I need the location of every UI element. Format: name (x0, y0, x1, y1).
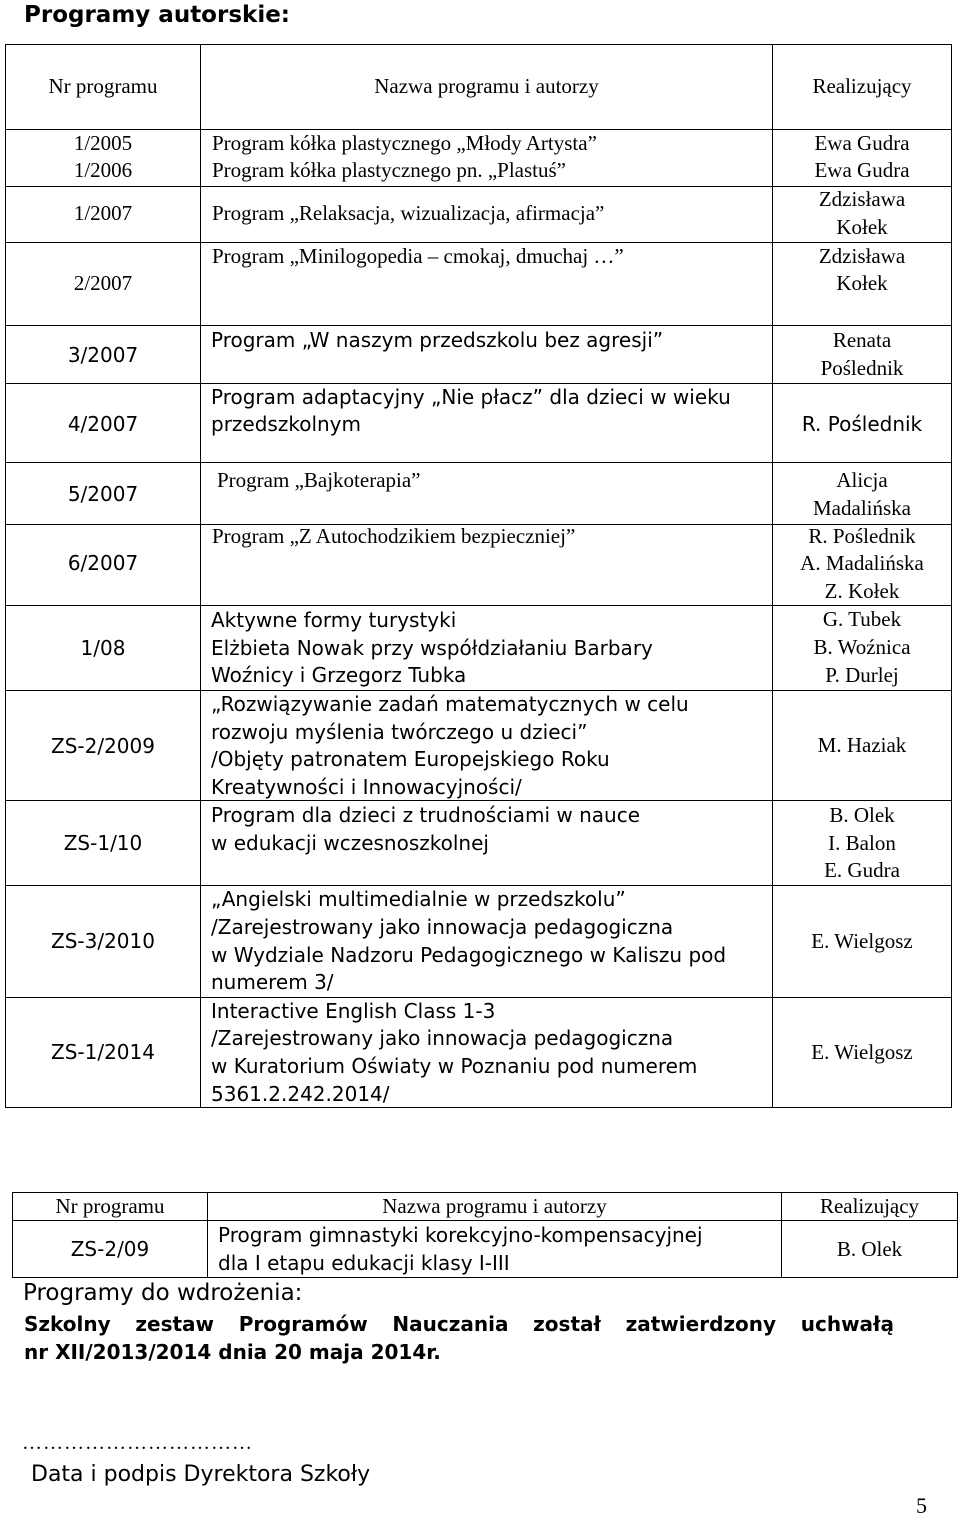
program-number: 6/2007 (67, 551, 139, 575)
column-header-by: Realizujący (812, 74, 912, 98)
program-name: Program „Minilogopedia – cmokaj, dmuchaj …” (212, 244, 624, 268)
program-author: Zdzisława (818, 244, 906, 268)
paragraph-line: nr XII/2013/2014 dnia 20 maja 2014r. (24, 1340, 441, 1364)
paragraph-word: Nauczania (392, 1312, 509, 1336)
column-header-nr: Nr programu (55, 1194, 165, 1218)
program-name: Program „Bajkoterapia” (217, 468, 421, 492)
program-author: A. Madalińska (800, 551, 924, 575)
program-author: I. Balon (828, 831, 896, 855)
column-header-name: Nazwa programu i autorzy (374, 74, 599, 98)
signature-dots: …………………………… (22, 1432, 253, 1454)
program-author: Madalińska (813, 496, 911, 520)
program-name: Program kółka plastycznego „Młody Artysta” (212, 131, 597, 155)
page-number: 5 (916, 1493, 927, 1518)
program-name: /Objęty patronatem Europejskiego Roku (211, 747, 610, 771)
program-name: Interactive English Class 1-3 (211, 999, 496, 1023)
paragraph-word: Szkolny (24, 1312, 111, 1336)
program-name: /Zarejestrowany jako innowacja pedagogiczna (211, 1026, 674, 1050)
program-number: 3/2007 (67, 343, 139, 367)
program-author: E. Wielgosz (811, 1040, 913, 1064)
column-header-nr: Nr programu (48, 74, 158, 98)
page-heading: Programy autorskie: (24, 2, 290, 28)
program-number: 2/2007 (73, 271, 133, 295)
program-name: Program adaptacyjny „Nie płacz” dla dzieci w wieku (211, 385, 731, 409)
program-name: „Angielski multimedialnie w przedszkolu” (211, 887, 626, 911)
program-author: Zdzisława (818, 187, 906, 211)
paragraph-line (24, 1312, 894, 1336)
column-header-by: Realizujący (819, 1194, 920, 1218)
program-author: Alicja (836, 468, 888, 492)
program-name: Program „Relaksacja, wizualizacja, afirmacja” (212, 201, 605, 225)
program-name: rozwoju myślenia twórczego u dzieci” (211, 720, 588, 744)
signature-label: Data i podpis Dyrektora Szkoły (31, 1462, 371, 1487)
program-author: Kołek (836, 271, 888, 295)
program-author: Renata (832, 328, 892, 352)
program-number: 1/08 (80, 636, 126, 660)
program-name: dla I etapu edukacji klasy I-III (218, 1251, 510, 1275)
program-number: ZS-1/10 (63, 831, 143, 855)
program-author: B. Olek (829, 803, 895, 827)
program-name: Program gimnastyki korekcyjno-kompensacyjnej (218, 1223, 703, 1247)
program-number: ZS-3/2010 (51, 929, 155, 953)
program-author: Z. Kołek (824, 579, 900, 603)
program-name: Woźnicy i Grzegorz Tubka (211, 663, 467, 687)
program-number: ZS-1/2014 (51, 1040, 155, 1064)
paragraph-word: Programów (238, 1312, 368, 1336)
program-author: P. Durlej (825, 663, 899, 687)
paragraph-word: został (533, 1312, 601, 1336)
program-number: 1/2005 (73, 131, 133, 155)
program-author: Ewa Gudra (814, 131, 910, 155)
program-name: przedszkolnym (211, 412, 361, 436)
program-author: B. Olek (836, 1237, 903, 1261)
program-name: Program „W naszym przedszkolu bez agresji” (211, 328, 664, 352)
program-name: w Wydziale Nadzoru Pedagogicznego w Kaliszu pod (211, 943, 727, 967)
program-name: Elżbieta Nowak przy współdziałaniu Barbary (211, 636, 653, 660)
program-author: E. Gudra (824, 858, 900, 882)
program-name: /Zarejestrowany jako innowacja pedagogiczna (211, 915, 674, 939)
program-number: 1/2006 (73, 158, 133, 182)
paragraph-word: zestaw (135, 1312, 215, 1336)
program-name: Program dla dzieci z trudnościami w nauce (211, 803, 641, 827)
program-author: E. Wielgosz (811, 929, 913, 953)
program-number: 4/2007 (67, 412, 139, 436)
program-author: M. Haziak (817, 733, 907, 757)
program-name: 5361.2.242.2014/ (211, 1082, 390, 1106)
column-header-name: Nazwa programu i autorzy (382, 1194, 607, 1218)
program-name: Program „Z Autochodzikiem bezpieczniej” (212, 524, 576, 548)
program-author: Kołek (836, 215, 888, 239)
program-author: R. Poślednik (808, 524, 916, 548)
program-author: Ewa Gudra (814, 158, 910, 182)
program-number: ZS-2/09 (70, 1237, 150, 1261)
section-heading: Programy do wdrożenia: (23, 1280, 303, 1306)
program-number: 1/2007 (73, 201, 133, 225)
paragraph-word: uchwałą (800, 1312, 894, 1336)
program-name: Program kółka plastycznego pn. „Plastuś” (212, 158, 567, 182)
program-name: Kreatywności i Innowacyjności/ (211, 775, 522, 799)
program-name: „Rozwiązywanie zadań matematycznych w celu (211, 692, 689, 716)
program-author: G. Tubek (822, 607, 902, 631)
program-author: B. Woźnica (813, 635, 911, 659)
paragraph-word: zatwierdzony (625, 1312, 777, 1336)
program-author: R. Poślednik (801, 412, 923, 436)
program-name: Aktywne formy turystyki (211, 608, 457, 632)
program-name: w Kuratorium Oświaty w Poznaniu pod numerem (211, 1054, 698, 1078)
program-author: Poślednik (820, 356, 904, 380)
program-name: w edukacji wczesnoszkolnej (211, 831, 489, 855)
program-name: numerem 3/ (211, 970, 334, 994)
program-number: ZS-2/2009 (51, 734, 155, 758)
program-number: 5/2007 (67, 482, 139, 506)
